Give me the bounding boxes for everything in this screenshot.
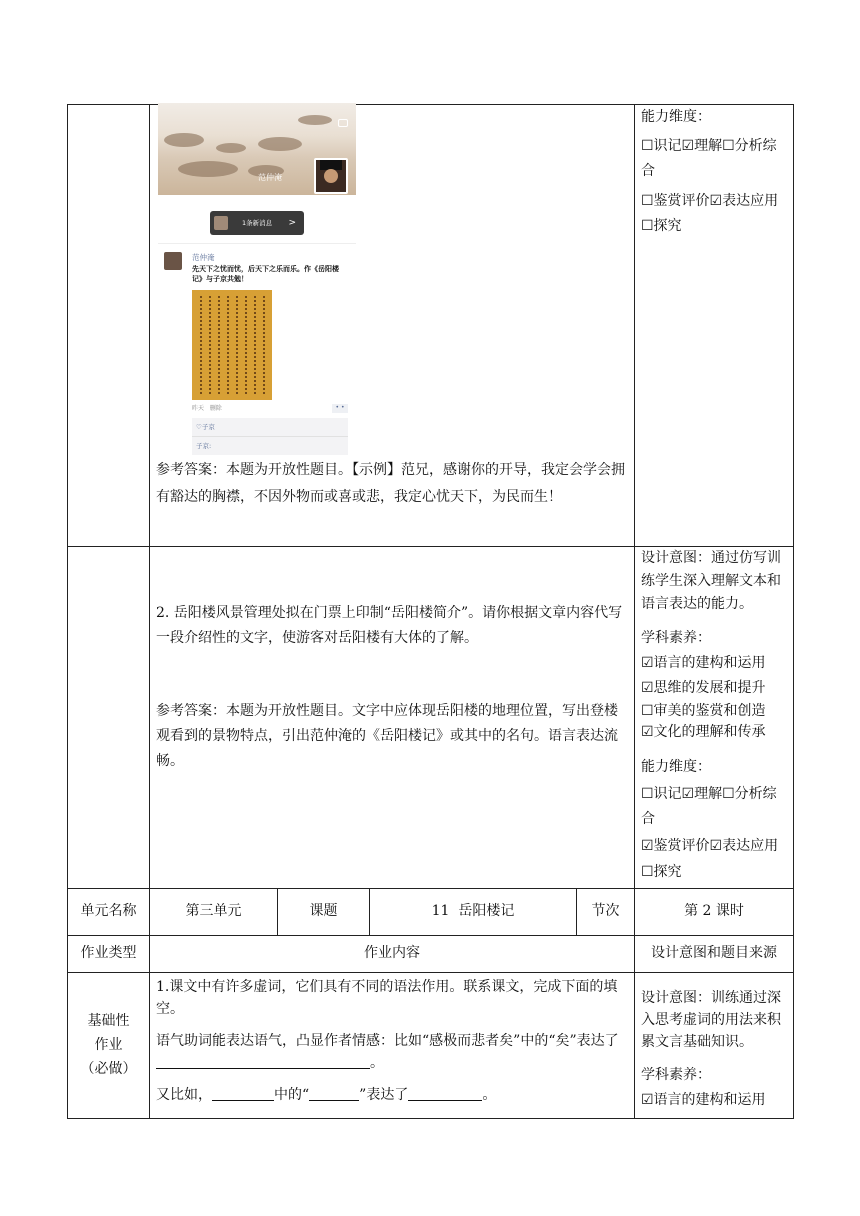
calligraphy-image[interactable] [192, 290, 272, 400]
basic-content [150, 972, 635, 1118]
basic-q1-part1 [156, 1030, 628, 1074]
avatar [314, 158, 348, 194]
new-message-text: 1条新消息 [242, 219, 273, 227]
basic-design-cell [635, 972, 794, 1118]
basic-q1-intro: 1.课文中有许多虚词，它们具有不同的语法作用。联系课文，完成下面的填空。 [156, 978, 618, 1017]
ability-title-2: 能力维度： [641, 758, 711, 775]
post-author[interactable]: 范仲淹 [192, 253, 215, 262]
header-type: 作业类型 [68, 935, 150, 972]
avatar-thumb [214, 216, 228, 230]
basic-q1-part2 [156, 1084, 628, 1106]
literacy-2: ☑思维的发展和提升 [641, 680, 766, 697]
delete-link[interactable]: 删除 [209, 405, 222, 412]
type-cell-empty-2 [68, 547, 150, 889]
moments-banner [158, 103, 356, 195]
post-time: 昨天 [192, 405, 205, 412]
ability-line-1: ☐识记☑理解☐分析综合 [641, 138, 777, 180]
homework-table [67, 104, 794, 1119]
ability-title: 能力维度： [641, 109, 711, 125]
banner-name: 范仲淹 [258, 173, 282, 182]
likes-box [192, 418, 348, 455]
question-1-row [68, 105, 794, 547]
literacy-1: ☑语言的建构和运用 [641, 655, 766, 672]
ability-line-2: ☐鉴赏评价☑表达应用☐探究 [641, 192, 779, 234]
post-meta [192, 404, 348, 414]
moments-post [158, 243, 356, 455]
type-cell-empty [68, 105, 150, 547]
question-2-row [68, 547, 794, 889]
period-value: 第 2 课时 [635, 888, 794, 935]
period-label: 节次 [577, 888, 635, 935]
basic-q1-part1-end: 。 [370, 1054, 384, 1071]
camera-icon[interactable] [338, 119, 348, 127]
post-text: 先天下之忧而忧，后天下之乐而乐。作《岳阳楼记》与子京共勉！ [192, 265, 339, 283]
answer-blank-4[interactable] [408, 1087, 482, 1101]
lesson-label: 课题 [278, 888, 370, 935]
header-row [68, 935, 794, 972]
new-message-bar[interactable] [210, 211, 304, 235]
unit-label: 单元名称 [68, 888, 150, 935]
answer-blank-3[interactable] [309, 1087, 359, 1101]
basic-homework-row [68, 972, 794, 1118]
basic-literacy-1: ☑语言的建构和运用 [641, 1091, 766, 1108]
basic-design: 设计意图：训练通过深入思考虚词的用法来积累文言基础知识。 [641, 989, 781, 1050]
lesson-value: 11 岳阳楼记 [370, 888, 577, 935]
post-avatar [164, 252, 182, 270]
chevron-right-icon: > [288, 218, 296, 228]
q2-question: 2. 岳阳楼风景管理处拟在门票上印制“岳阳楼简介”。请你根据文章内容代写一段介绍性的文字，使游客对岳阳楼有大体的了解。 [156, 605, 623, 646]
header-content: 作业内容 [150, 935, 635, 972]
q2-answer: 参考答案：本题为开放性题目。文字中应体现岳阳楼的地理位置，写出登楼观看到的景物特点，引出范仲淹的《岳阳楼记》或其中的名句。语言表达流畅。 [156, 703, 618, 769]
answer-blank-2[interactable] [212, 1087, 274, 1101]
ability-line-3: ☐识记☑理解☐分析综合 [641, 785, 777, 828]
q2-design-cell [635, 547, 794, 889]
basic-q1-part2-a: 又比如， [156, 1086, 212, 1103]
design-intent: 设计意图：通过仿写训练学生深入理解文本和语言表达的能力。 [641, 550, 781, 612]
basic-q1-part2-c: ”表达了 [359, 1086, 409, 1103]
basic-type-line-1: 基础性 [87, 1013, 130, 1030]
basic-q1-part2-end: 。 [482, 1086, 497, 1103]
literacy-3: ☐审美的鉴赏和创造 [641, 702, 766, 719]
basic-literacy-title: 学科素养： [641, 1066, 711, 1083]
unit-value: 第三单元 [150, 888, 278, 935]
basic-type-cell [68, 972, 150, 1118]
question-2-content [150, 547, 635, 889]
header-design: 设计意图和题目来源 [635, 935, 794, 972]
wechat-moments-screenshot [158, 103, 356, 455]
more-button[interactable]: • • [332, 404, 348, 413]
ability-line-4: ☑鉴赏评价☑表达应用☐探究 [641, 838, 779, 880]
literacy-title: 学科素养： [641, 630, 711, 646]
literacy-4: ☑文化的理解和传承 [641, 723, 766, 740]
comment-text: 子京: [196, 442, 212, 450]
q1-answer: 参考答案：本题为开放性题目。【示例】范兄，感谢你的开导，我定会学会拥有豁达的胸襟，不因外物而或喜或悲，我定心忧天下，为民而生！ [156, 462, 625, 505]
basic-q1-part2-b: 中的“ [274, 1086, 310, 1103]
basic-type-line-3: （必做） [80, 1061, 137, 1078]
basic-q1-part1-text: 语气助词能表达语气，凸显作者情感：比如“感极而悲者矣”中的“矣”表达了 [156, 1032, 619, 1049]
answer-blank-1[interactable] [156, 1055, 370, 1069]
q1-ability-cell [635, 105, 794, 547]
basic-type-line-2: 作业 [94, 1037, 123, 1054]
unit-row [68, 888, 794, 935]
question-1-content [150, 105, 635, 547]
like-name[interactable]: ♡子京 [196, 423, 215, 431]
